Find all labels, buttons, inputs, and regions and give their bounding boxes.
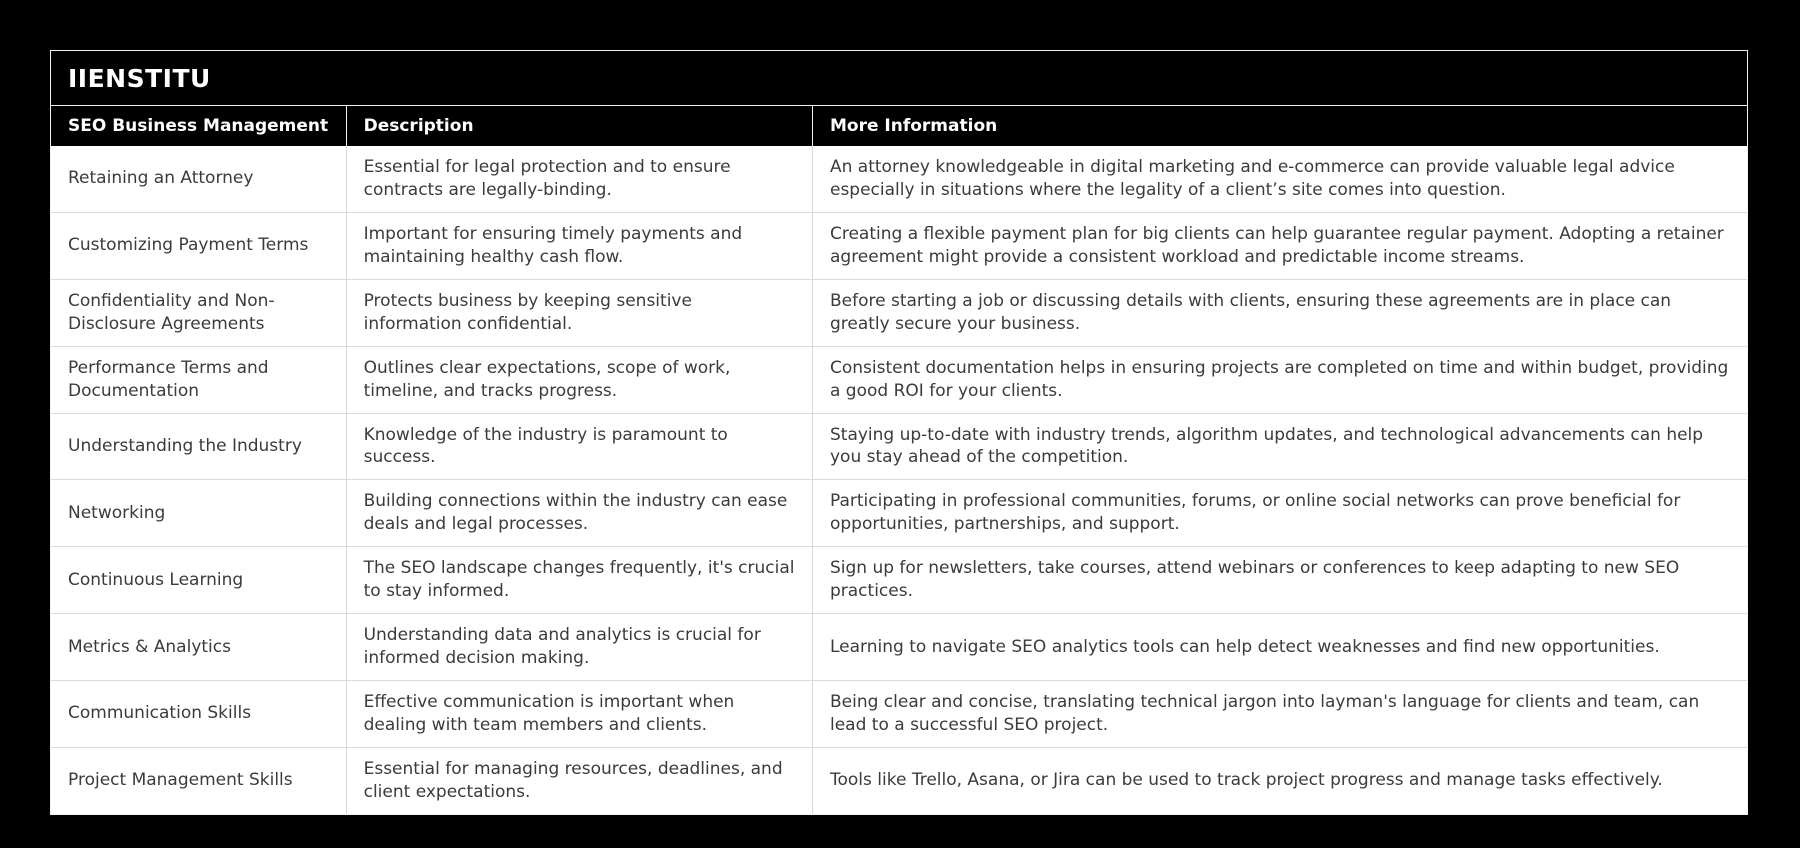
more-information-cell: An attorney knowledgeable in digital marketing and e-commerce can provide valuable legal advice especially in situations where the legality of a client’s site comes into question. xyxy=(812,146,1747,212)
description-cell: Building connections within the industry can ease deals and legal processes. xyxy=(346,480,812,547)
table-row xyxy=(51,279,1747,346)
more-information-cell: Being clear and concise, translating technical jargon into layman's language for clients and team, can lead to a successful SEO project. xyxy=(812,681,1747,748)
column-header-topic: SEO Business Management xyxy=(51,106,346,147)
topic-cell: Performance Terms and Documentation xyxy=(51,346,346,413)
table-row xyxy=(51,547,1747,614)
table-row xyxy=(51,413,1747,480)
table-row xyxy=(51,146,1747,212)
more-information-cell: Staying up-to-date with industry trends, algorithm updates, and technological advancements can help you stay ahead of the competition. xyxy=(812,413,1747,480)
topic-cell: Retaining an Attorney xyxy=(51,146,346,212)
table-row xyxy=(51,480,1747,547)
more-information-cell: Before starting a job or discussing details with clients, ensuring these agreements are in place can greatly secure your business. xyxy=(812,279,1747,346)
column-header-more-information: More Information xyxy=(812,106,1747,147)
table-row xyxy=(51,681,1747,748)
description-cell: The SEO landscape changes frequently, it's crucial to stay informed. xyxy=(346,547,812,614)
more-information-cell: Participating in professional communities, forums, or online social networks can prove beneficial for opportunities, partnerships, and support. xyxy=(812,480,1747,547)
topic-cell: Understanding the Industry xyxy=(51,413,346,480)
description-cell: Understanding data and analytics is crucial for informed decision making. xyxy=(346,614,812,681)
topic-cell: Project Management Skills xyxy=(51,747,346,813)
description-cell: Protects business by keeping sensitive information confidential. xyxy=(346,279,812,346)
description-cell: Essential for managing resources, deadlines, and client expectations. xyxy=(346,747,812,813)
more-information-cell: Learning to navigate SEO analytics tools can help detect weaknesses and find new opportunities. xyxy=(812,614,1747,681)
topic-cell: Confidentiality and Non-Disclosure Agreements xyxy=(51,279,346,346)
header-row xyxy=(51,106,1747,147)
description-cell: Outlines clear expectations, scope of work, timeline, and tracks progress. xyxy=(346,346,812,413)
more-information-cell: Sign up for newsletters, take courses, attend webinars or conferences to keep adapting to new SEO practices. xyxy=(812,547,1747,614)
table-card xyxy=(50,50,1748,815)
description-cell: Important for ensuring timely payments and maintaining healthy cash flow. xyxy=(346,212,812,279)
more-information-cell: Creating a flexible payment plan for big clients can help guarantee regular payment. Adopting a retainer agreement might provide a consistent workload and predictable income streams. xyxy=(812,212,1747,279)
column-header-description: Description xyxy=(346,106,812,147)
topic-cell: Customizing Payment Terms xyxy=(51,212,346,279)
table-row xyxy=(51,212,1747,279)
seo-business-table xyxy=(51,105,1747,814)
more-information-cell: Consistent documentation helps in ensuring projects are completed on time and within budget, providing a good ROI for your clients. xyxy=(812,346,1747,413)
topic-cell: Communication Skills xyxy=(51,681,346,748)
description-cell: Knowledge of the industry is paramount to success. xyxy=(346,413,812,480)
topic-cell: Networking xyxy=(51,480,346,547)
table-row xyxy=(51,747,1747,813)
table-row xyxy=(51,614,1747,681)
more-information-cell: Tools like Trello, Asana, or Jira can be used to track project progress and manage tasks effectively. xyxy=(812,747,1747,813)
topic-cell: Continuous Learning xyxy=(51,547,346,614)
table-row xyxy=(51,346,1747,413)
description-cell: Essential for legal protection and to ensure contracts are legally-binding. xyxy=(346,146,812,212)
topic-cell: Metrics & Analytics xyxy=(51,614,346,681)
page-title: IIENSTITU xyxy=(51,51,1747,105)
description-cell: Effective communication is important when dealing with team members and clients. xyxy=(346,681,812,748)
